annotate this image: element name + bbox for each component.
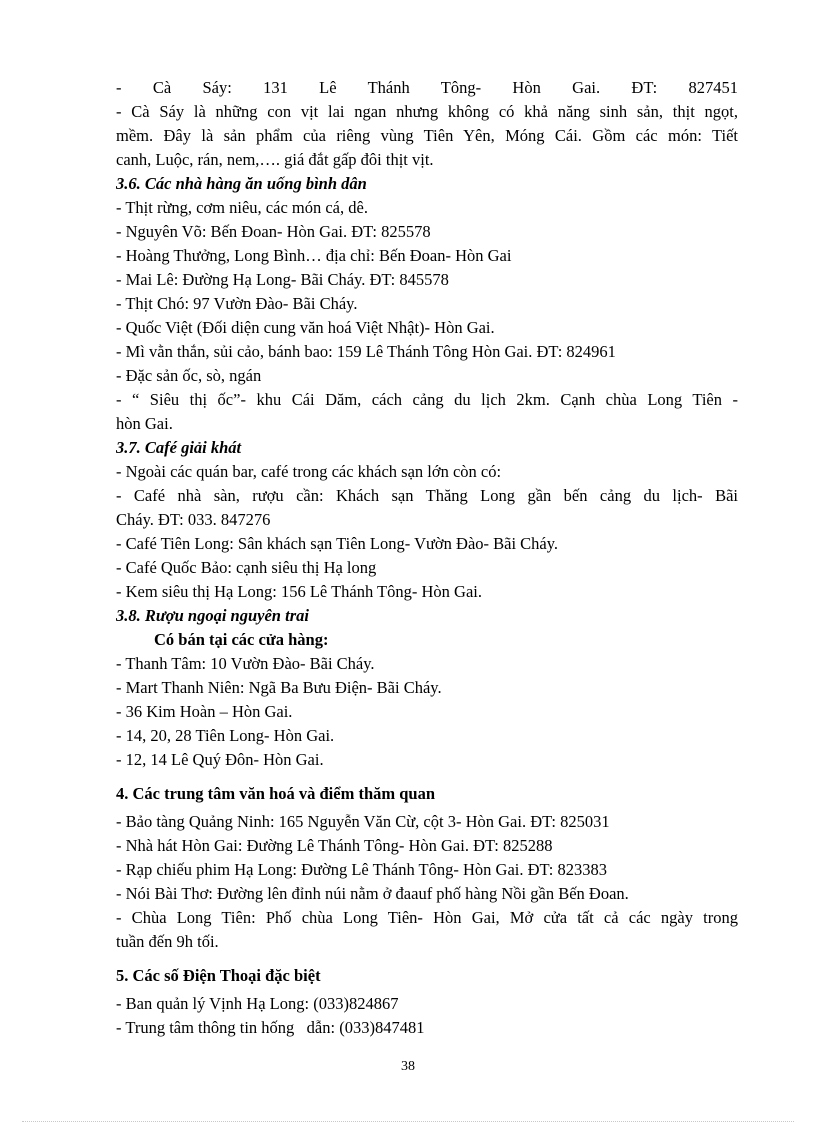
list-item: - Kem siêu thị Hạ Long: 156 Lê Thánh Tông- Hòn Gai.	[116, 582, 482, 601]
list-item: - Café Quốc Bảo: cạnh siêu thị Hạ long	[116, 558, 377, 577]
section-heading-3-6: 3.6. Các nhà hàng ăn uống bình dân	[116, 174, 367, 193]
document-body	[116, 76, 738, 1040]
list-item: - Bảo tàng Quảng Ninh: 165 Nguyễn Văn Cừ, cột 3- Hòn Gai. ĐT: 825031	[116, 812, 610, 831]
list-item: - Mì vằn thắn, sủi cảo, bánh bao: 159 Lê Thánh Tông Hòn Gai. ĐT: 824961	[116, 342, 616, 361]
list-item: - 12, 14 Lê Quý Đôn- Hòn Gai.	[116, 750, 324, 769]
text-line: - Cà Sáy: 131 Lê Thánh Tông- Hòn Gai. ĐT: 827451	[116, 78, 738, 97]
list-item: - 36 Kim Hoàn – Hòn Gai.	[116, 702, 293, 721]
list-item: - Ngoài các quán bar, café trong các khách sạn lớn còn có:	[116, 462, 502, 481]
list-item: - Thịt Chó: 97 Vườn Đào- Bãi Cháy.	[116, 294, 358, 313]
list-item: hòn Gai.	[116, 414, 173, 433]
list-item: - Mart Thanh Niên: Ngã Ba Bưu Điện- Bãi Cháy.	[116, 678, 442, 697]
spacer	[116, 954, 738, 964]
list-item: - Chùa Long Tiên: Phố chùa Long Tiên- Hòn Gai, Mở cửa tất cả các ngày trong	[116, 908, 738, 927]
list-item: - Trung tâm thông tin hống dẫn: (033)847481	[116, 1018, 425, 1037]
list-item: - Nguyên Võ: Bến Đoan- Hòn Gai. ĐT: 825578	[116, 222, 431, 241]
section-subheading: Có bán tại các cửa hàng:	[154, 630, 329, 649]
list-item: - Café Tiên Long: Sân khách sạn Tiên Long- Vườn Đào- Bãi Cháy.	[116, 534, 559, 553]
list-item: tuần đến 9h tối.	[116, 932, 219, 951]
list-item: - Rạp chiếu phim Hạ Long: Đường Lê Thánh Tông- Hòn Gai. ĐT: 823383	[116, 860, 607, 879]
list-item: Cháy. ĐT: 033. 847276	[116, 510, 271, 529]
list-item: - Café nhà sàn, rượu cần: Khách sạn Thăng Long gần bến cảng du lịch- Bãi	[116, 486, 738, 505]
list-item: - Ban quản lý Vịnh Hạ Long: (033)824867	[116, 994, 399, 1013]
spacer	[116, 772, 738, 782]
list-item: - 14, 20, 28 Tiên Long- Hòn Gai.	[116, 726, 335, 745]
list-item: - Nói Bài Thơ: Đường lên đỉnh núi nằm ở đaauf phố hàng Nồi gần Bến Đoan.	[116, 884, 629, 903]
section-heading-3-7: 3.7. Café giải khát	[116, 438, 242, 457]
section-heading-4: 4. Các trung tâm văn hoá và điểm thăm quan	[116, 784, 436, 803]
text-line: - Cà Sáy là những con vịt lai ngan nhưng không có khả năng sinh sản, thịt ngọt,	[116, 102, 738, 121]
list-item: - Nhà hát Hòn Gai: Đường Lê Thánh Tông- Hòn Gai. ĐT: 825288	[116, 836, 553, 855]
section-heading-5: 5. Các số Điện Thoại đặc biệt	[116, 966, 321, 985]
list-item: - Hoàng Thưởng, Long Bình… địa chỉ: Bến Đoan- Hòn Gai	[116, 246, 512, 265]
text-line: mềm. Đây là sản phẩm của riêng vùng Tiên Yên, Móng Cái. Gồm các món: Tiết	[116, 126, 738, 145]
list-item: - Đặc sản ốc, sò, ngán	[116, 366, 262, 385]
list-item: - Quốc Việt (Đối diện cung văn hoá Việt Nhật)- Hòn Gai.	[116, 318, 495, 337]
list-item: - Thanh Tâm: 10 Vườn Đào- Bãi Cháy.	[116, 654, 375, 673]
text-line: canh, Luộc, rán, nem,…. giá đắt gấp đôi thịt vịt.	[116, 150, 434, 169]
list-item: - “ Siêu thị ốc”- khu Cái Dăm, cách cảng du lịch 2km. Cạnh chùa Long Tiên -	[116, 390, 738, 409]
list-item: - Mai Lê: Đường Hạ Long- Bãi Cháy. ĐT: 845578	[116, 270, 449, 289]
section-heading-3-8: 3.8. Rượu ngoại nguyên trai	[116, 606, 309, 625]
page-number: 38	[401, 1059, 415, 1074]
page-bottom-divider	[22, 1121, 794, 1122]
list-item: - Thịt rừng, cơm niêu, các món cá, dê.	[116, 198, 368, 217]
